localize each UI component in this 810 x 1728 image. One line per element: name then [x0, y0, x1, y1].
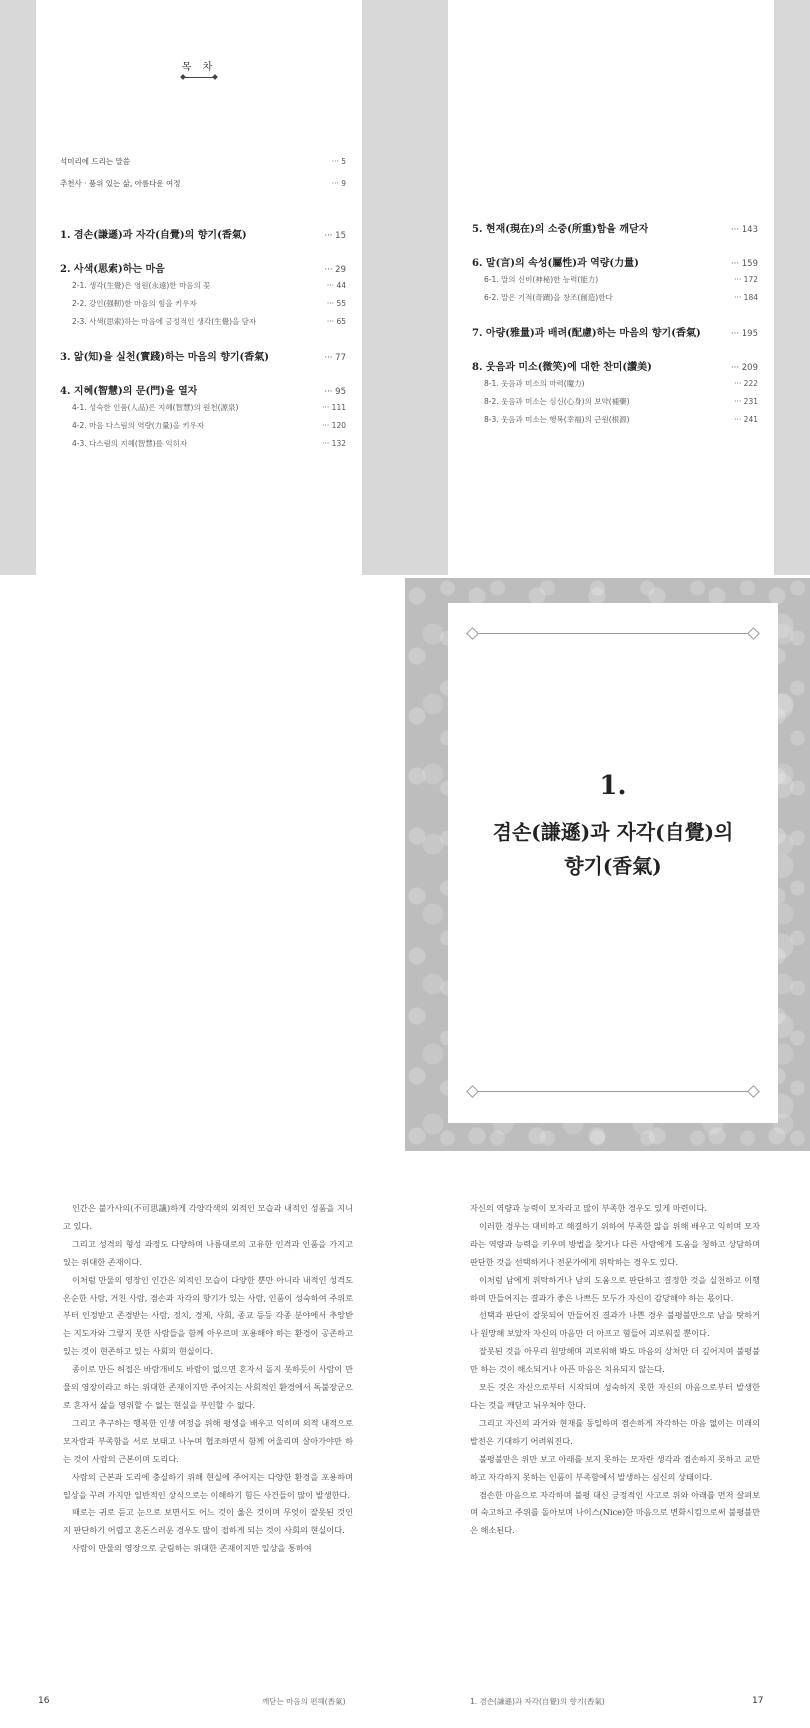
toc-entry-page: ··· 55	[326, 299, 346, 308]
toc-entry-page: ··· 159	[730, 259, 758, 269]
toc-entry-page: ··· 15	[324, 231, 346, 241]
chapter-title-line-2: 향기(香氣)	[564, 854, 662, 878]
toc-entry-page: ··· 172	[734, 275, 758, 284]
body-paragraph: 때로는 귀로 듣고 눈으로 보면서도 어느 것이 옳은 것이며 무엇이 잘못된 것인지 판단하기 어렵고 혼돈스러운 경우도 많이 접하게 되는 것이 사회의 현실이다.	[63, 1507, 353, 1536]
running-head-right: 1. 겸손(謙遜)과 자각(自覺)의 향기(香氣)	[470, 1697, 605, 1706]
toc-entry-page: ··· 241	[734, 415, 758, 424]
toc-list-right	[472, 220, 758, 432]
toc-entry-label: 8-2. 웃음과 미소는 심신(心身)의 보약(補藥)	[484, 397, 630, 406]
page-number-left: 16	[38, 1696, 50, 1706]
toc-subsection-entry[interactable]	[472, 274, 758, 292]
toc-entry-page: ··· 95	[324, 387, 346, 397]
toc-entry-page: ··· 120	[322, 421, 346, 430]
ornament-rule-bottom	[472, 1091, 754, 1092]
toc-entry-label: 2. 사색(思索)하는 마음	[60, 264, 165, 275]
toc-entry-page: ··· 222	[734, 379, 758, 388]
toc-chapter-entry[interactable]	[472, 358, 758, 378]
body-paragraph: 그리고 자신의 과거와 현재를 동일하며 겸손하게 자각하는 마음 없이는 미래의 발전은 기대하기 어려워진다.	[470, 1417, 760, 1446]
toc-entry-label: 6-2. 말은 기적(奇蹟)을 창조(創造)한다	[484, 293, 613, 302]
toc-entry-page: ··· 184	[734, 293, 758, 302]
body-paragraph: 사람의 근본과 도리에 충실하기 위해 현실에 주어지는 다양한 환경을 포용하며 일상을 꾸려 가지만 일반적인 상식으로는 이해하기 힘든 사건들이 많이 발생한다.	[63, 1471, 353, 1500]
toc-entry-page: ··· 9	[331, 179, 346, 188]
chapter-title-card	[448, 603, 778, 1123]
toc-subsection-entry[interactable]	[60, 402, 346, 420]
body-paragraph: 불평불만은 위만 보고 아래를 보지 못하는 모자란 생각과 겸손하지 못하고 교만하고 자각하지 못하는 인품이 부족함에서 발생하는 심신의 상태이다.	[470, 1453, 760, 1482]
ornament-rule-top	[472, 633, 754, 634]
toc-subsection-entry[interactable]	[60, 420, 346, 438]
toc-entry-page: ··· 29	[324, 265, 346, 275]
toc-entry-label: 석미리에 드리는 말씀	[60, 157, 130, 166]
toc-title: 목 차	[181, 62, 217, 73]
toc-entry-label: 6. 말(言)의 속성(屬性)과 역량(力量)	[472, 258, 639, 269]
body-paragraph: 그리고 추구하는 행복한 인생 여정을 위해 평생을 배우고 익히며 외적 내적으로 모자람과 부족함을 서로 보태고 나누며 협조하면서 함께 어울리며 살아가야만 하는 것이 사람의 근본이며 도리다.	[63, 1417, 353, 1464]
toc-chapter-entry[interactable]	[60, 226, 346, 246]
body-paragraph: 이러한 경우는 대비하고 해결하기 위하여 부족한 앎을 위해 배우고 익히며 모자라는 역량과 능력을 키우며 방법을 찾거나 다른 사람에게 도움을 청하고 상담하며 판단한 것을 선택하거나 전문가에게 위탁하는 경우도 있다.	[470, 1220, 760, 1267]
toc-entry-page: ··· 77	[324, 353, 346, 363]
toc-chapter-entry[interactable]	[472, 254, 758, 274]
toc-entry-page: ··· 65	[326, 317, 346, 326]
toc-entry-page: ··· 111	[322, 403, 346, 412]
toc-list-left	[60, 156, 346, 456]
toc-subsection-entry[interactable]	[60, 280, 346, 298]
toc-entry-page: ··· 44	[326, 281, 346, 290]
toc-subsection-entry[interactable]	[472, 378, 758, 396]
toc-entry-label: 3. 앎(知)을 실천(實踐)하는 마음의 향기(香氣)	[60, 352, 270, 363]
toc-entry-page: ··· 132	[322, 439, 346, 448]
toc-entry-label: 8-1. 웃음과 미소의 마력(魔力)	[484, 379, 585, 388]
toc-entry-label: 1. 겸손(謙遜)과 자각(自覺)의 향기(香氣)	[60, 230, 247, 241]
toc-subsection-entry[interactable]	[60, 438, 346, 456]
toc-subsection-entry[interactable]	[472, 396, 758, 414]
toc-entry-page: ··· 231	[734, 397, 758, 406]
toc-subsection-entry[interactable]	[60, 316, 346, 334]
body-paragraph: 겸손한 마음으로 자각하며 불평 대신 긍정적인 사고로 위와 아래를 먼저 살펴보며 숙고하고 주위를 돌아보며 나이스(Nice)한 마음으로 변화시킴으로써 불평불만은 해소된다.	[470, 1489, 760, 1536]
body-paragraph: 잘못된 것을 아무리 원망해며 괴로워해 봐도 마음의 상처만 더 깊어지며 불평불만 하는 것이 해소되거나 아픈 마음은 치유되지 않는다.	[470, 1346, 760, 1375]
toc-entry-label: 6-1. 말의 신비(神秘)한 능력(能力)	[484, 275, 599, 284]
body-paragraph: 인간은 불가사의(不可思議)하게 각양각색의 외적인 모습과 내적인 성품을 지니고 있다.	[63, 1203, 353, 1231]
toc-preface-entry[interactable]	[60, 178, 346, 200]
toc-entry-label: 2-2. 강인(强靭)한 마음의 힘을 키우자	[72, 299, 197, 308]
body-paragraph: 선택과 판단이 잘못되어 만들어진 결과가 나쁜 경우 불평불만으로 남을 탓하거나 원망해 보았자 자신의 마음만 더 아프고 혐들어 괴로워질 뿐이다.	[470, 1310, 760, 1339]
chapter-title	[448, 815, 778, 883]
toc-chapter-entry[interactable]	[60, 348, 346, 368]
toc-chapter-entry[interactable]	[60, 260, 346, 280]
body-page-left	[63, 1200, 353, 1558]
toc-chapter-entry[interactable]	[472, 324, 758, 344]
toc-entry-page: ··· 5	[331, 157, 346, 166]
toc-entry-label: 8. 웃음과 미소(微笑)에 대한 찬미(讚美)	[472, 362, 652, 373]
toc-page-right	[448, 0, 774, 575]
toc-spacer	[60, 200, 346, 226]
toc-entry-page: ··· 209	[730, 363, 758, 373]
toc-entry-page: ··· 195	[730, 329, 758, 339]
toc-entry-label: 5. 현재(現在)의 소중(所重)함을 깨닫자	[472, 224, 649, 235]
body-paragraph: 모든 것은 자신으로부터 시작되며 성숙하지 못한 자신의 마음으로부터 발생한다는 것을 깨닫고 뉘우쳐야 한다.	[470, 1382, 760, 1410]
body-paragraph: 그리고 성격의 형성 과정도 다양하며 나름대로의 고유한 인격과 인품을 가지고 있는 위대한 존재이다.	[63, 1238, 353, 1267]
toc-entry-label: 7. 아량(雅量)과 배려(配慮)하는 마음의 향기(香氣)	[472, 328, 701, 339]
toc-entry-page: ··· 143	[730, 225, 758, 235]
toc-subsection-entry[interactable]	[60, 298, 346, 316]
body-paragraph: 사람이 만물의 영장으로 군림하는 위대한 존재이지만 일상을 통하여	[72, 1543, 312, 1554]
toc-entry-label: 4-1. 성숙한 인품(人品)은 지혜(智慧)의 원천(源泉)	[72, 403, 239, 412]
toc-title-ornament	[184, 77, 214, 78]
toc-entry-label: 2-3. 사색(思索)하는 마음에 긍정적인 생각(生覺)을 담자	[72, 317, 257, 326]
toc-chapter-entry[interactable]	[60, 382, 346, 402]
page-number-right: 17	[752, 1696, 764, 1706]
toc-entry-label: 4. 지혜(智慧)의 문(門)을 열자	[60, 386, 198, 397]
chapter-title-line-1: 겸손(謙遜)과 자각(自覺)의	[492, 820, 734, 844]
body-page-right	[470, 1200, 760, 1540]
running-head-left: 깨닫는 마음의 편해(香氣)	[262, 1697, 346, 1706]
toc-entry-label: 8-3. 웃음과 미소는 행복(幸福)의 근원(根源)	[484, 415, 630, 424]
toc-page-left	[36, 0, 362, 575]
toc-entry-label: 추천사 · 품위 있는 삶, 아름다운 여정	[60, 179, 181, 188]
toc-subsection-entry[interactable]	[472, 292, 758, 310]
toc-entry-label: 4-3. 다스림의 지혜(智慧)를 익히자	[72, 439, 188, 448]
body-paragraph: 자신의 역량과 능력이 모자라고 많이 부족한 경우도 있게 마련이다.	[470, 1203, 707, 1213]
toc-chapter-entry[interactable]	[472, 220, 758, 240]
toc-entry-label: 2-1. 생각(生覺)은 영원(永遠)한 마음의 꽃	[72, 281, 211, 290]
body-paragraph: 이처럼 만물의 영장인 인간은 외적인 모습이 다양한 뿐만 아니라 내적인 성격도 온순한 사람, 거친 사람, 겸손과 자각의 향기가 있는 사람, 인품이 성숙하여 주위로부터 인정받고 존경받는 사람, 정치, 경제, 사회, 종교 등등 각종 분야에서 추앙받는 지도자와 그렇지 못한 사람들을 함께 아우르며 포용해야 하는 환경이 공존하고 있는 것이 현존하고 있는 사회의 현실이다.	[63, 1274, 353, 1357]
toc-entry-label: 4-2. 마음 다스림의 역량(力量)을 키우자	[72, 421, 204, 430]
toc-subsection-entry[interactable]	[472, 414, 758, 432]
chapter-number: 1.	[599, 771, 627, 801]
body-paragraph: 종이로 만든 허접은 바람개비도 바람이 없으면 혼자서 돌지 못하듯이 사람이 만물의 영장이라고 하는 위대한 존재이지만 주어지는 사회적인 환경에서 독불장군으로 혼자서 삶을 영위할 수 없는 현실을 부인할 수 없다.	[63, 1364, 353, 1410]
toc-preface-entry[interactable]	[60, 156, 346, 178]
body-paragraph: 이처럼 남에게 위탁하거나 남의 도움으로 판단하고 결정한 것을 실천하고 이행하며 만들어지는 결과가 좋은 나쁘든 모두가 자신이 감당해야 하는 몫이다.	[470, 1274, 760, 1303]
